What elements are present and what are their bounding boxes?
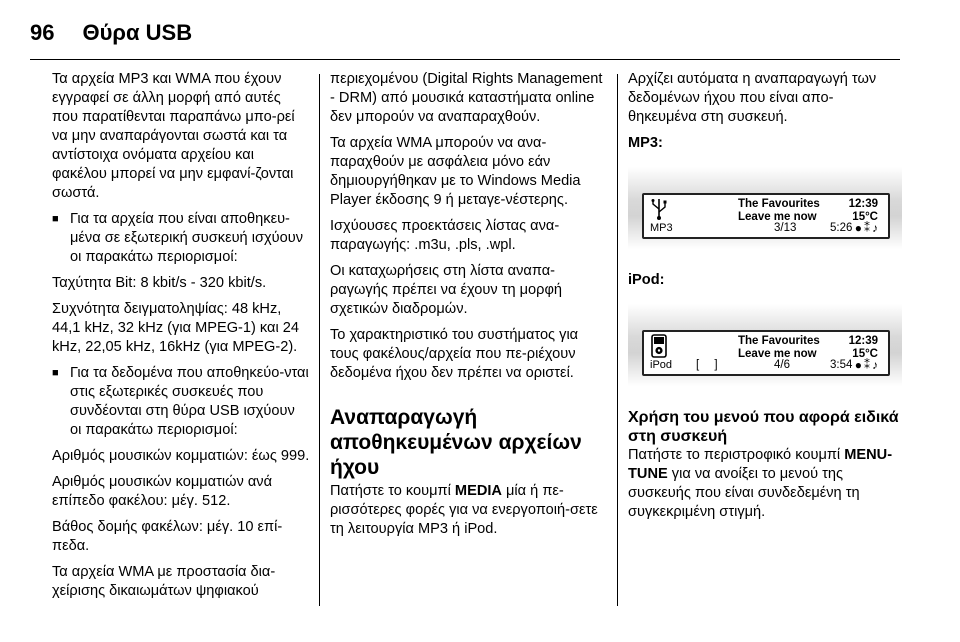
page-number: 96 [30, 20, 55, 45]
header-rule [30, 59, 900, 60]
paragraph: περιεχομένου (Digital Rights Management - DRM) από μουσικά καταστήματα online δεν μπορούν να αναπαραχθούν. [330, 71, 603, 125]
sub-paragraph: Αριθμός μουσικών κομματιών ανά επίπεδο φακέλου: μέγ. 512. [52, 474, 273, 509]
clock: 12:39 [848, 198, 878, 210]
paragraph: Τα αρχεία MP3 και WMA που έχουν εγγραφεί σε άλλη μορφή από αυτές που παρατίθενται παραπάνω μπο-ρεί να μην αναπαράγονται σωστά και τα αντίστοιχα ονόματα αρχείου και φακέλου μπορεί να μην εμφανί-ζονται σωστά. [52, 71, 295, 201]
button-name: MEDIA [454, 483, 502, 499]
text: για να ανοίξει το μενού της συσκευής που είναι συνδεδεμένη τη συγκεκριμένη στιγμή. [628, 466, 860, 520]
source-label: MP3 [650, 222, 673, 234]
track-duration: 3:54 [830, 359, 853, 371]
bullet-item: ■ Για τα δεδομένα που αποθηκεύο-νται στις εξωτερικές συσκευές που συνδέονται στη θύρα USB ισχύουν οι παρακάτω περιορισμοί: [52, 364, 310, 440]
brackets: [ ] [696, 359, 724, 371]
temperature: 15°C [852, 211, 878, 223]
paragraph [330, 482, 604, 539]
paragraph: Ισχύουσες προεκτάσεις λίστας ανα-παραγωγής: .m3u, .pls, .wpl. [330, 218, 560, 253]
status-icons: ●⁑♪ [854, 221, 880, 235]
column-2 [330, 70, 604, 546]
ipod-display-figure [628, 304, 902, 386]
track-title: The Favourites [738, 198, 820, 210]
text: Πατήστε το περιστροφικό κουμπί [628, 447, 845, 463]
ipod-icon [650, 334, 668, 358]
sub-paragraph: Αριθμός μουσικών κομματιών: έως 999. [52, 448, 310, 464]
track-subtitle: Leave me now [738, 348, 817, 360]
text: Πατήστε το κουμπί [330, 483, 455, 499]
paragraph [628, 446, 902, 522]
paragraph: Το χαρακτηριστικό του συστήματος για τους φακέλους/αρχεία που πε-ριέχουν δεδομένα ήχου δεν πρέπει να οριστεί. [330, 327, 579, 381]
track-position: 3/13 [774, 222, 797, 234]
paragraph: Οι καταχωρήσεις στη λίστα αναπα-ραγωγής πρέπει να έχουν τη μορφή σχετικών διαδρομών. [330, 263, 563, 317]
temperature: 15°C [852, 348, 878, 360]
ipod-display-panel [642, 330, 890, 376]
clock: 12:39 [848, 335, 878, 347]
mp3-display-panel [642, 193, 890, 239]
page-title: Θύρα USB [82, 20, 193, 45]
page-header [30, 16, 192, 50]
track-position: 4/6 [774, 359, 790, 371]
mp3-label: MP3: [628, 135, 663, 151]
paragraph: Τα αρχεία WMA μπορούν να ανα-παραχθούν με ασφάλεια μόνο εάν δημιουργήθηκαν με το Windows Media Player έκδοσης 9 ή μεταγε-νέστερης. [330, 135, 581, 208]
sub-paragraph: Ταχύτητα Bit: 8 kbit/s - 320 kbit/s. [52, 275, 267, 291]
source-label: iPod [650, 359, 673, 371]
track-title: The Favourites [738, 335, 820, 347]
sub-paragraph: Βάθος δομής φακέλων: μέγ. 10 επί-πεδα. [52, 519, 283, 554]
button-name: MENU-TUNE [628, 447, 893, 482]
track-subtitle: Leave me now [738, 211, 817, 223]
section-heading: Χρήση του μενού που αφορά ειδικά στη συσκευή [628, 409, 899, 445]
usb-icon [650, 197, 668, 221]
column-divider-1 [319, 74, 320, 606]
track-duration: 5:26 [830, 222, 853, 234]
status-icons: ●⁑♪ [854, 358, 880, 372]
column-divider-2 [617, 74, 618, 606]
sub-paragraph: Τα αρχεία WMA με προστασία δια-χείρισης δικαιωμάτων ψηφιακού [52, 564, 276, 599]
bullet-item: ■ Για τα αρχεία που είναι αποθηκευ-μένα σε εξωτερική συσκευή ισχύουν οι παρακάτω περιορισμοί: [52, 210, 310, 267]
section-heading: Αναπαραγωγή αποθηκευμένων αρχείων ήχου [330, 406, 582, 479]
text: μία ή πε-ρισσότερες φορές για να ενεργοποιή-σετε τη λειτουργία MP3 ή iPod. [330, 483, 598, 537]
column-3 [628, 70, 902, 529]
column-1 [52, 70, 310, 608]
ipod-label: iPod: [628, 272, 665, 288]
mp3-display-figure [628, 167, 902, 249]
paragraph: Αρχίζει αυτόματα η αναπαραγωγή των δεδομένων ήχου που είναι απο-θηκευμένα στη συσκευή. [628, 71, 877, 125]
sub-paragraph: Συχνότητα δειγματοληψίας: 48 kHz, 44,1 kHz, 32 kHz (για MPEG-1) και 24 kHz, 22,05 kHz, 16kHz (για MPEG-2). [52, 301, 300, 355]
